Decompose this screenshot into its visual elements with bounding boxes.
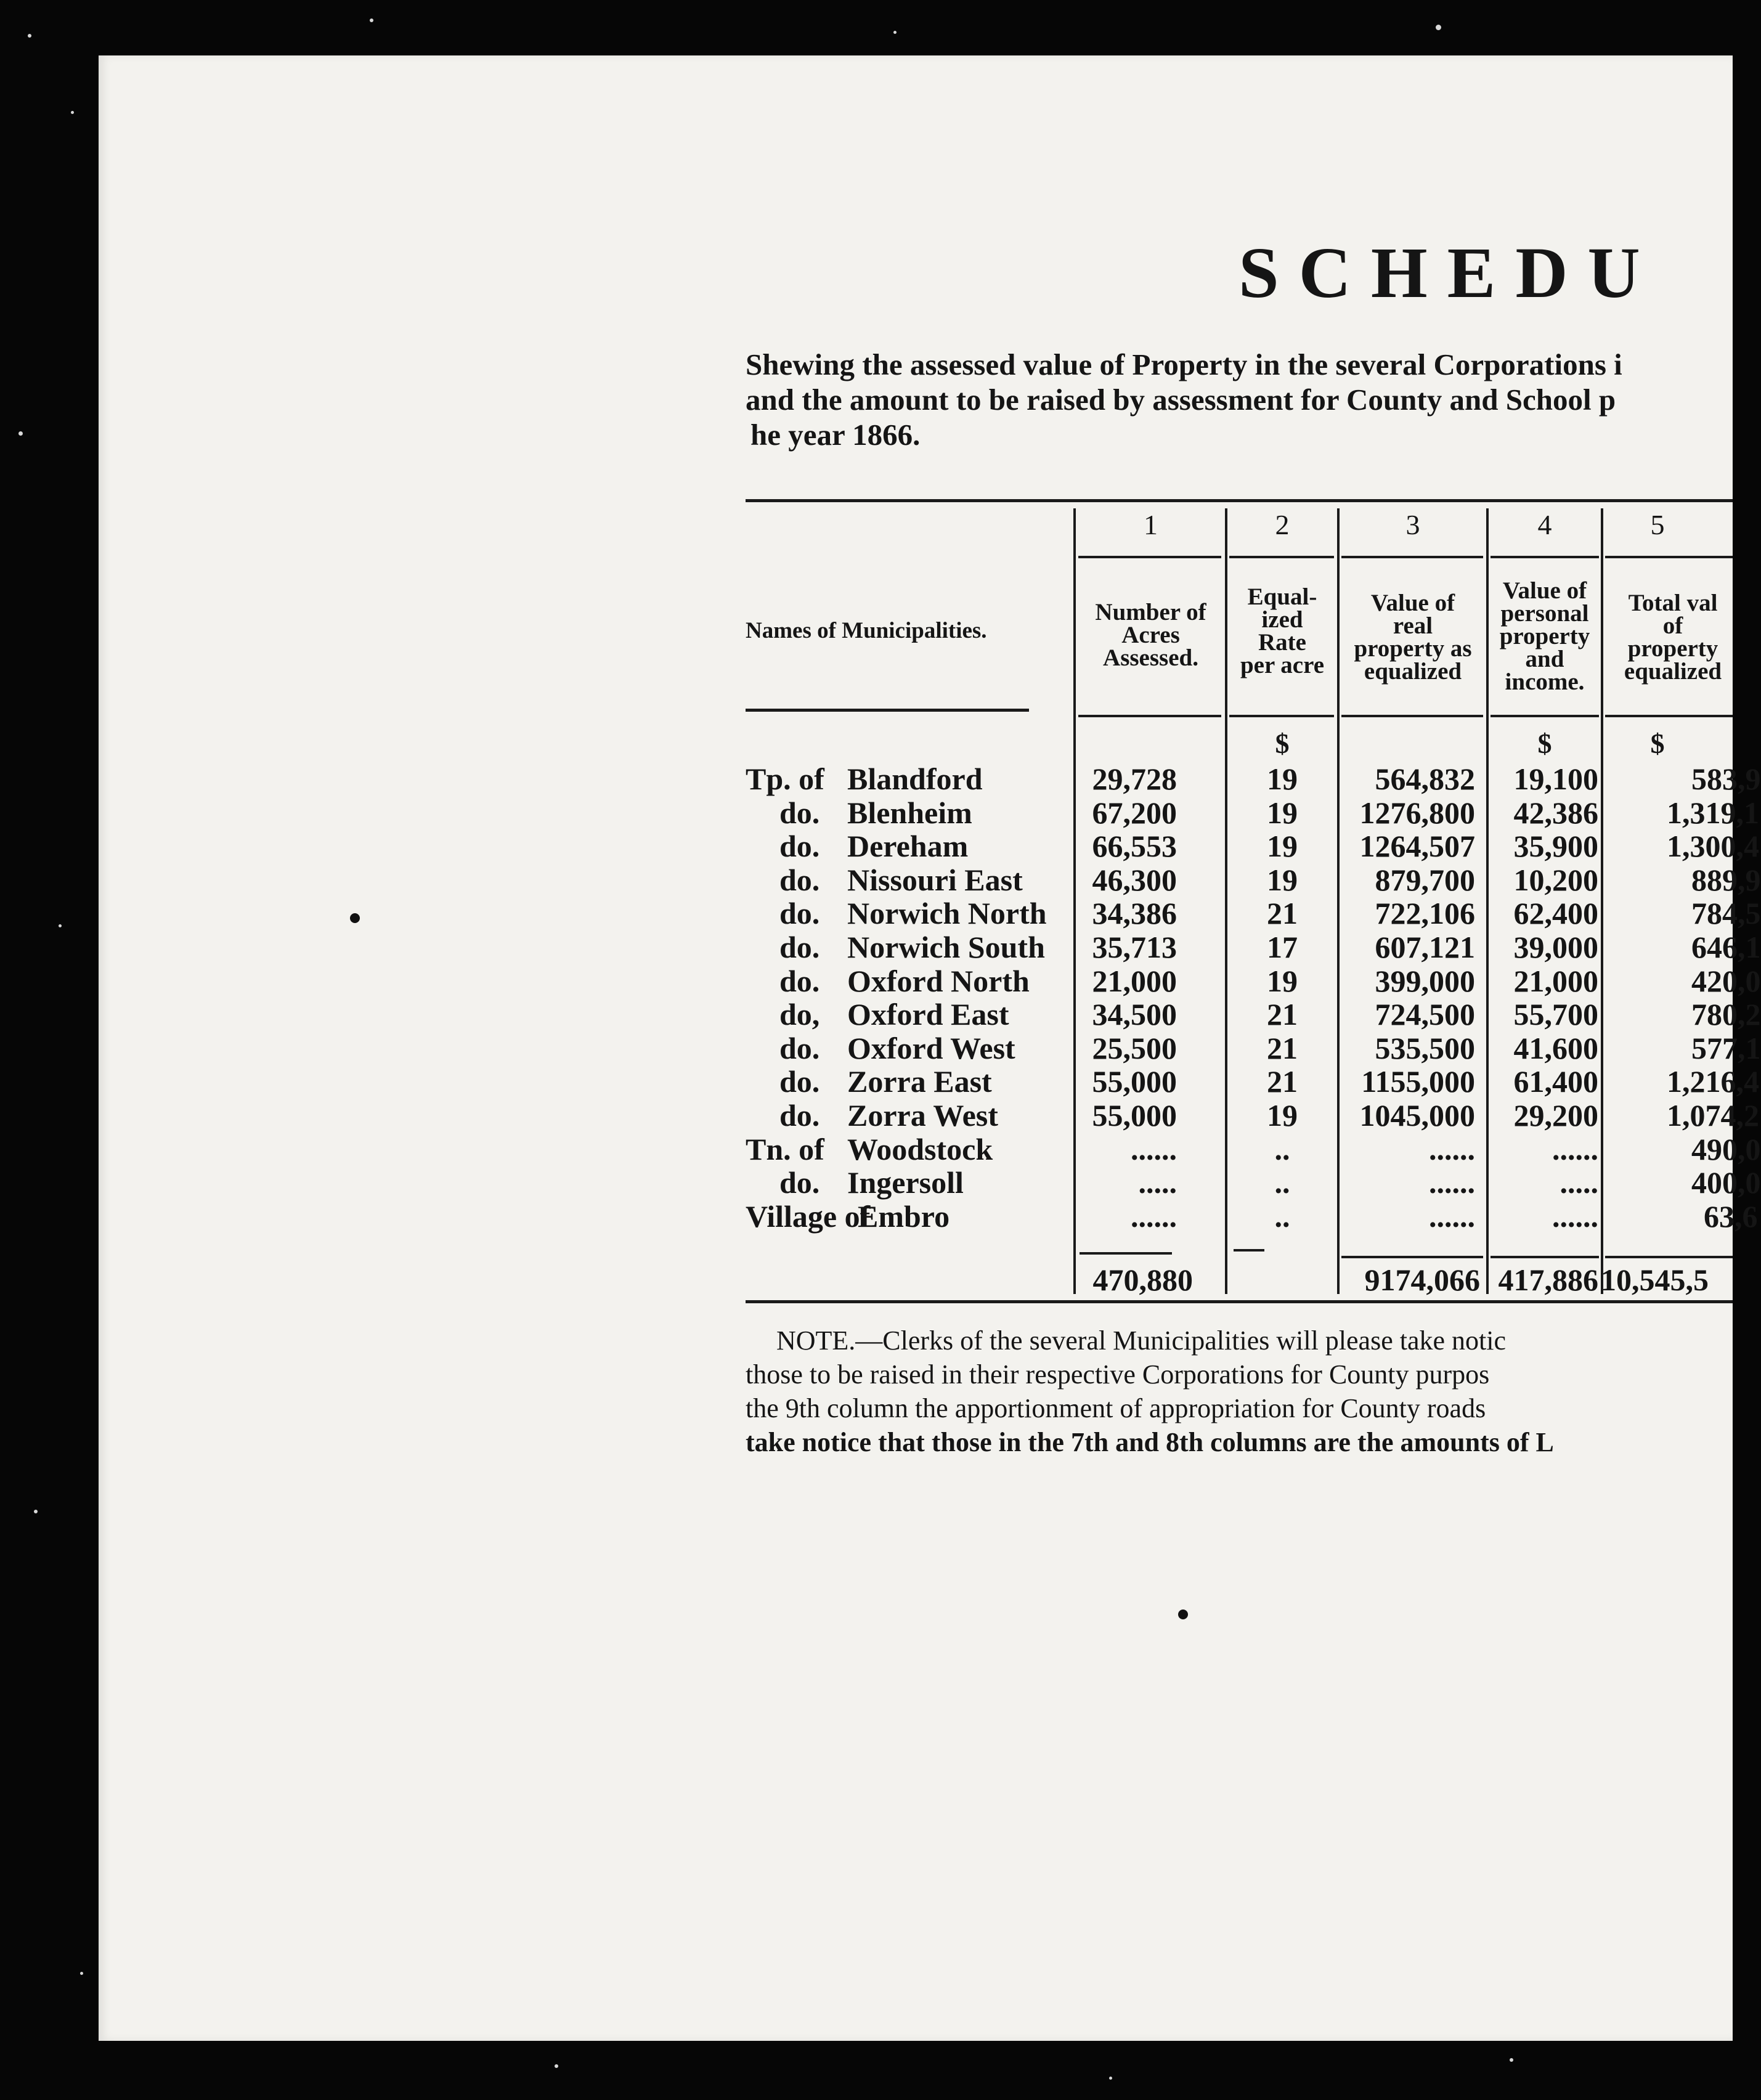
personal-value-cell: ...... bbox=[1552, 1199, 1598, 1234]
row-prefix: do. bbox=[779, 964, 820, 998]
total-value-cell: 780,2 bbox=[1691, 997, 1761, 1032]
acres-cell: 66,553 bbox=[1092, 829, 1177, 863]
personal-value-cell: 39,000 bbox=[1513, 930, 1598, 964]
currency-mark: $ bbox=[1275, 728, 1290, 759]
subtitle-line-1: Shewing the assessed value of Property in the several Corporations i bbox=[746, 348, 1622, 381]
header-rule bbox=[746, 709, 1029, 712]
total-acres: 470,880 bbox=[1092, 1263, 1193, 1297]
table-top-rule bbox=[746, 499, 1733, 502]
row-prefix: do. bbox=[779, 1098, 820, 1133]
ink-dot bbox=[1178, 1610, 1188, 1619]
header-rule bbox=[1078, 556, 1221, 558]
personal-value-cell: 41,600 bbox=[1513, 1031, 1598, 1065]
document-page bbox=[99, 55, 1761, 2041]
municipality-name: Blenheim bbox=[847, 796, 972, 830]
real-value-cell: 564,832 bbox=[1375, 762, 1475, 796]
scan-speck bbox=[59, 924, 62, 927]
column-number: 3 bbox=[1405, 509, 1420, 540]
real-value-cell: ...... bbox=[1429, 1132, 1475, 1166]
scan-speck bbox=[18, 431, 23, 436]
personal-value-cell: 35,900 bbox=[1513, 829, 1598, 863]
ink-dot bbox=[350, 913, 360, 923]
total-value-cell: 784,5 bbox=[1691, 896, 1761, 930]
rate-cell: 19 bbox=[1267, 796, 1298, 830]
rate-cell: 19 bbox=[1267, 863, 1298, 897]
column-divider bbox=[1601, 508, 1603, 1294]
total-real: 9174,066 bbox=[1364, 1263, 1480, 1297]
table-bottom-rule bbox=[746, 1300, 1733, 1303]
row-prefix: do. bbox=[779, 1165, 820, 1200]
real-value-cell: 607,121 bbox=[1375, 930, 1475, 964]
column-number: 1 bbox=[1144, 509, 1158, 540]
acres-cell: 34,500 bbox=[1092, 997, 1177, 1032]
municipality-name: Norwich South bbox=[847, 930, 1045, 964]
personal-value-cell: 55,700 bbox=[1513, 997, 1598, 1032]
note-line-3: the 9th column the apportionment of appropriation for County roads bbox=[746, 1393, 1486, 1423]
total-value-cell: 490,0 bbox=[1691, 1132, 1761, 1166]
total-value-cell: 577,1 bbox=[1691, 1031, 1761, 1065]
header-rule bbox=[1078, 715, 1221, 717]
row-prefix: do. bbox=[779, 796, 820, 830]
schedule-title: SCHEDU bbox=[1238, 232, 1660, 313]
total-value-cell: 1,300,4 bbox=[1667, 829, 1759, 863]
municipality-name: Zorra West bbox=[847, 1098, 998, 1133]
personal-value-cell: 61,400 bbox=[1513, 1064, 1598, 1099]
rate-cell: 21 bbox=[1267, 1064, 1298, 1099]
total-rule bbox=[1605, 1256, 1733, 1258]
total-value-cell: 420,0 bbox=[1691, 964, 1761, 998]
header-rule bbox=[1605, 556, 1733, 558]
municipality-name: Oxford North bbox=[847, 964, 1030, 998]
row-prefix: do. bbox=[779, 1031, 820, 1065]
municipality-name: Blandford bbox=[847, 762, 983, 796]
real-value-cell: ...... bbox=[1429, 1199, 1475, 1234]
currency-mark: $ bbox=[1537, 728, 1552, 759]
header-rule bbox=[1491, 715, 1599, 717]
personal-value-cell: 21,000 bbox=[1513, 964, 1598, 998]
acres-cell: ...... bbox=[1131, 1132, 1177, 1166]
real-value-cell: 724,500 bbox=[1375, 997, 1475, 1032]
scan-speck bbox=[34, 1510, 38, 1513]
total-value-cell: 400,0 bbox=[1691, 1165, 1761, 1200]
acres-cell: 35,713 bbox=[1092, 930, 1177, 964]
real-property-header: Value of real property as equalized bbox=[1354, 590, 1472, 685]
row-prefix: Tp. of bbox=[746, 762, 824, 796]
scan-speck bbox=[80, 1972, 83, 1975]
acres-cell: 29,728 bbox=[1092, 762, 1177, 796]
acres-cell: 34,386 bbox=[1092, 896, 1177, 930]
municipality-name: Ingersoll bbox=[847, 1165, 964, 1200]
total-rule bbox=[1080, 1252, 1172, 1255]
acres-cell: ...... bbox=[1131, 1199, 1177, 1234]
column-number: 4 bbox=[1537, 509, 1552, 540]
scan-speck bbox=[555, 2064, 558, 2068]
header-rule bbox=[1341, 556, 1483, 558]
row-prefix: Tn. of bbox=[746, 1132, 824, 1166]
municipality-name: Embro bbox=[858, 1199, 950, 1234]
acres-cell: 21,000 bbox=[1092, 964, 1177, 998]
total-value-cell: 1,074,2 bbox=[1667, 1098, 1759, 1133]
rate-header: Equal- ized Rate per acre bbox=[1240, 584, 1325, 678]
scan-speck bbox=[370, 18, 373, 22]
acres-cell: ..... bbox=[1138, 1165, 1177, 1200]
row-prefix: Village of bbox=[746, 1199, 871, 1234]
rate-cell: 21 bbox=[1267, 1031, 1298, 1065]
real-value-cell: 399,000 bbox=[1375, 964, 1475, 998]
row-prefix: do. bbox=[779, 829, 820, 863]
real-value-cell: 1045,000 bbox=[1359, 1098, 1475, 1133]
acres-header: Number of Acres Assessed. bbox=[1095, 599, 1206, 671]
subtitle-line-3: he year 1866. bbox=[750, 418, 921, 452]
personal-value-cell: ...... bbox=[1552, 1132, 1598, 1166]
personal-value-cell: 42,386 bbox=[1513, 796, 1598, 830]
real-value-cell: 1264,507 bbox=[1359, 829, 1475, 863]
row-prefix: do. bbox=[779, 930, 820, 964]
municipality-name: Norwich North bbox=[847, 896, 1047, 930]
header-rule bbox=[1229, 715, 1334, 717]
acres-cell: 55,000 bbox=[1092, 1064, 1177, 1099]
column-divider bbox=[1225, 508, 1227, 1294]
personal-value-cell: 10,200 bbox=[1513, 863, 1598, 897]
total-value-cell: 63,6 bbox=[1704, 1199, 1758, 1234]
municipality-name: Woodstock bbox=[847, 1132, 993, 1166]
real-value-cell: ...... bbox=[1429, 1165, 1475, 1200]
total-value-header: Total val of property equalized bbox=[1624, 590, 1722, 685]
real-value-cell: 879,700 bbox=[1375, 863, 1475, 897]
scan-speck bbox=[1109, 2077, 1112, 2080]
real-value-cell: 535,500 bbox=[1375, 1031, 1475, 1065]
personal-value-cell: 62,400 bbox=[1513, 896, 1598, 930]
header-rule bbox=[1605, 715, 1733, 717]
total-value-cell: 646,1 bbox=[1691, 930, 1761, 964]
rate-cell: 17 bbox=[1267, 930, 1298, 964]
subtitle-line-2: and the amount to be raised by assessment for County and School p bbox=[746, 383, 1616, 417]
total-value-cell: 583,9 bbox=[1691, 762, 1761, 796]
total-rule bbox=[1234, 1249, 1264, 1251]
municipality-name: Oxford East bbox=[847, 997, 1009, 1032]
header-rule bbox=[1229, 556, 1334, 558]
personal-property-header: Value of personal property and income. bbox=[1499, 577, 1590, 695]
total-value: 10,545,5 bbox=[1601, 1263, 1709, 1297]
real-value-cell: 1155,000 bbox=[1361, 1064, 1475, 1099]
rate-cell: 21 bbox=[1267, 997, 1298, 1032]
scan-speck bbox=[71, 111, 74, 114]
total-personal: 417,886 bbox=[1498, 1263, 1598, 1297]
total-rule bbox=[1341, 1256, 1483, 1258]
column-divider bbox=[1073, 508, 1076, 1294]
municipality-name: Nissouri East bbox=[847, 863, 1023, 897]
municipality-name: Dereham bbox=[847, 829, 969, 863]
total-value-cell: 1,216,4 bbox=[1667, 1064, 1759, 1099]
scan-speck bbox=[893, 31, 897, 34]
municipality-name: Oxford West bbox=[847, 1031, 1015, 1065]
acres-cell: 25,500 bbox=[1092, 1031, 1177, 1065]
row-prefix: do. bbox=[779, 896, 820, 930]
acres-cell: 55,000 bbox=[1092, 1098, 1177, 1133]
personal-value-cell: 19,100 bbox=[1513, 762, 1598, 796]
row-prefix: do. bbox=[779, 1064, 820, 1099]
rate-cell: 19 bbox=[1267, 964, 1298, 998]
real-value-cell: 722,106 bbox=[1375, 896, 1475, 930]
column-number: 5 bbox=[1650, 509, 1665, 540]
rate-cell: 19 bbox=[1267, 762, 1298, 796]
municipalities-header: Names of Municipalities. bbox=[746, 618, 987, 643]
total-rule bbox=[1491, 1256, 1599, 1258]
header-rule bbox=[1491, 556, 1599, 558]
row-prefix: do. bbox=[779, 863, 820, 897]
row-prefix: do, bbox=[779, 997, 820, 1032]
personal-value-cell: 29,200 bbox=[1513, 1098, 1598, 1133]
personal-value-cell: ..... bbox=[1560, 1165, 1598, 1200]
note-line-2: those to be raised in their respective Corporations for County purpos bbox=[746, 1359, 1490, 1390]
rate-cell: 21 bbox=[1267, 896, 1298, 930]
acres-cell: 46,300 bbox=[1092, 863, 1177, 897]
rate-cell: .. bbox=[1274, 1199, 1290, 1234]
rate-cell: 19 bbox=[1267, 829, 1298, 863]
note-line-4: take notice that those in the 7th and 8th columns are the amounts of L bbox=[746, 1427, 1554, 1457]
municipality-name: Zorra East bbox=[847, 1064, 992, 1099]
scan-speck bbox=[1436, 25, 1441, 30]
header-rule bbox=[1341, 715, 1483, 717]
total-value-cell: 889,9 bbox=[1691, 863, 1761, 897]
scan-speck bbox=[1510, 2058, 1513, 2062]
acres-cell: 67,200 bbox=[1092, 796, 1177, 830]
total-value-cell: 1,319,1 bbox=[1667, 796, 1759, 830]
currency-mark: $ bbox=[1650, 728, 1665, 759]
column-number: 2 bbox=[1275, 509, 1290, 540]
rate-cell: .. bbox=[1274, 1165, 1290, 1200]
real-value-cell: 1276,800 bbox=[1359, 796, 1475, 830]
rate-cell: 19 bbox=[1267, 1098, 1298, 1133]
scan-speck bbox=[28, 34, 31, 38]
rate-cell: .. bbox=[1274, 1132, 1290, 1166]
note-line-1: NOTE.—Clerks of the several Municipalities will please take notic bbox=[776, 1325, 1507, 1356]
